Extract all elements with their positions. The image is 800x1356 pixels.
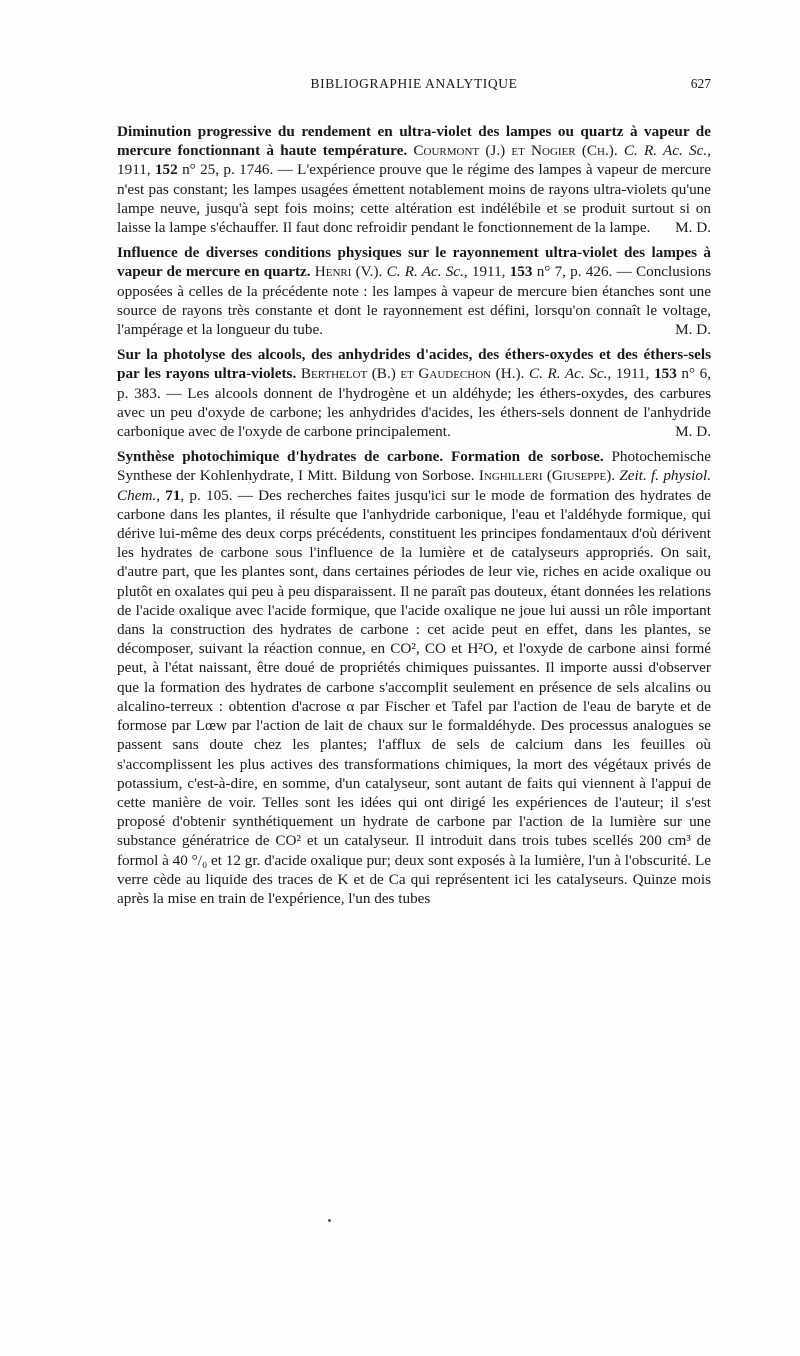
article-title: Influence de diverses conditions physiques sur le rayonnement ultra-violet des lampes à vapeur de mercure en quartz. bbox=[117, 244, 711, 281]
article-authors: Berthelot (B.) et Gaudechon (H.). bbox=[300, 365, 525, 383]
citation-details: n° 25, p. 1746. bbox=[182, 161, 274, 179]
page-header bbox=[117, 76, 711, 100]
citation-details: n° 6, p. 383. bbox=[117, 365, 712, 402]
citation-details: n° 7, p. 426. bbox=[536, 263, 613, 281]
bibliography-content bbox=[117, 122, 711, 914]
citation-volume: 153 bbox=[509, 263, 533, 281]
citation-year: , 1911, bbox=[117, 142, 711, 179]
article-title: Diminution progressive du rendement en ultra-violet des lampes ou quartz à vapeur de mercure fonctionnant à haute température. bbox=[117, 123, 711, 160]
journal-name: C. R. Ac. Sc. bbox=[386, 263, 464, 281]
article-abstract: — Les alcools donnent de l'hydrogène et un aldéhyde; les éthers-oxydes, des carbures avec un peu d'oxyde de carbone; les anhydrides d'acides, les éthers-sels donnent de l'anhydride carbonique avec de l'oxyde de carbone principalement. bbox=[117, 384, 712, 441]
article-entry bbox=[117, 345, 711, 441]
citation-volume: 71 bbox=[165, 486, 181, 504]
article-title: Sur la photolyse des alcools, des anhydrides d'acides, des éthers-oxydes et des éthers-sels par les rayons ultra-violets. bbox=[117, 346, 711, 383]
article-entry bbox=[117, 122, 711, 237]
running-head: BIBLIOGRAPHIE ANALYTIQUE bbox=[310, 76, 518, 91]
article-authors: Inghilleri (Giuseppe). bbox=[478, 467, 616, 485]
citation-year: , bbox=[156, 486, 161, 504]
article-abstract: — Des recherches faites jusqu'ici sur le mode de formation des hydrates de carbone dans les plantes, il résulte que l'anhydride carbonique, l'eau et l'aldéhyde formique, qui dérive lui-même des deux corps précédents, constituent les principes fondamentaux d'où dérivent les hydrates de carbone sous l'influence de la lumière et de catalyseurs appropriés. On sait, d'autre part, que les plantes sont, dans certaines périodes de leur vie, riches en acide oxalique ou plutôt en oxalates qui peu à peu disparaissent. Il ne paraît pas douteux, étant données les relations de l'acide oxalique avec l'acide formique, que l'acide oxalique ne joue lui aussi un rôle important dans la construction des hydrates de carbone : cet acide peut en effet, dans les plantes, se décomposer, suivant la réaction connue, en CO², CO et H²O, et l'oxyde de carbone ainsi formé peut, à l'état naissant, être doué de propriétés chimiques puissantes. Il importe aussi d'observer que la formation des hydrates de carbone s'accomplit seulement en présence de sels alcalins ou alcalino-terreux : obtention d'acrose α par Fischer et Tafel par l'action de l'eau de baryte et de formose par Lœw par l'action de lait de chaux sur le formaldéhyde. Des processus analogues se passent sans doute chez les plantes; l'afflux de sels de calcium dans les feuilles où s'accomplissent les plus actives des transformations chimiques, la mort des végétaux privés de potassium, c'est-à-dire, en somme, d'un catalyseur, sont autant de faits qui viennent à l'appui de cette manière de voir. Telles sont les idées qui ont dirigé les expériences de l'auteur; il s'est proposé d'obtenir synthétiquement un hydrate de carbone par l'action de la lumière sur une substance génératrice de CO² et un catalyseur. Il introduit dans trois tubes scellés 200 cm³ de formol à 40 °/₀ et 12 gr. d'acide oxalique pur; deux sont exposés à la lumière, l'un à l'obscurité. Le verre cède au liquide des traces de K et de Ca qui représentent ici les catalyseurs. Quinze mois après la mise en train de l'expérience, l'un des tubes bbox=[117, 486, 712, 907]
reviewer-signature: M. D. bbox=[675, 321, 711, 339]
journal-name: C. R. Ac. Sc. bbox=[623, 142, 708, 160]
citation-year: , 1911, bbox=[607, 365, 650, 383]
page-number: 627 bbox=[690, 76, 711, 91]
citation-volume: 152 bbox=[154, 161, 178, 179]
article-title: Synthèse photochimique d'hydrates de carbone. Formation de sorbose. bbox=[117, 448, 604, 466]
reviewer-signature: M. D. bbox=[675, 423, 711, 441]
print-speck bbox=[328, 1219, 331, 1222]
journal-name: Zeit. f. physiol. Chem. bbox=[117, 467, 711, 504]
article-abstract: — Conclusions opposées à celles de la précédente note : les lampes à vapeur de mercure bien étanches sont une source de rayons très constante et dont le rayonnement est défini, lorsqu'on connaît le voltage, l'ampérage et la longueur du tube. bbox=[117, 263, 712, 339]
article-authors: Henri (V.). bbox=[314, 263, 383, 281]
article-abstract: — L'expérience prouve que le régime des lampes à vapeur de mercure n'est pas constant; les lampes usagées émettent notablement moins de rayons ultra-violets qu'une lampe neuve, jusqu'à sept fois moins; cette altération est indélébile et se produit surtout si on laisse la lampe s'échauffer. Il faut donc refroidir pendant le fonctionnement de la lampe. bbox=[117, 161, 711, 237]
citation-volume: 153 bbox=[654, 365, 677, 383]
article-subtitle: Photochemische Synthese der Kohlenhydrate, I Mitt. Bildung von Sorbose. bbox=[117, 448, 712, 485]
journal-name: C. R. Ac. Sc. bbox=[528, 365, 608, 383]
article-authors: Courmont (J.) et Nogier (Ch.). bbox=[413, 142, 618, 160]
citation-year: , 1911, bbox=[463, 263, 506, 281]
citation-details: , p. 105. bbox=[180, 486, 233, 504]
article-entry bbox=[117, 243, 711, 339]
article-entry bbox=[117, 447, 711, 908]
reviewer-signature: M. D. bbox=[675, 219, 711, 237]
